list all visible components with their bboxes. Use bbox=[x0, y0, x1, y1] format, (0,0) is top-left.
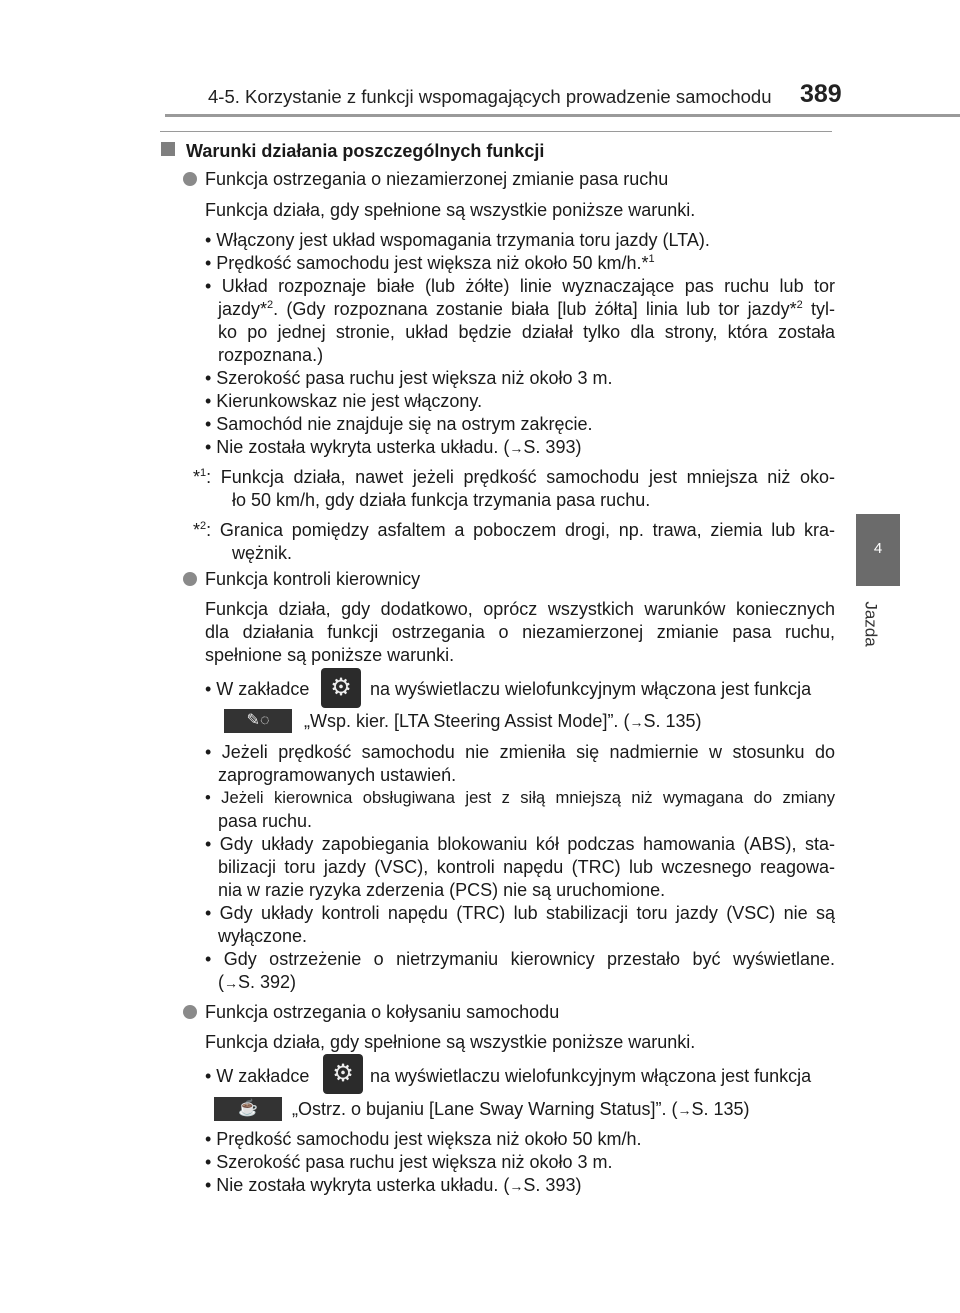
chapter-label: Jazda bbox=[861, 601, 881, 647]
section-heading: Warunki działania poszczególnych funkcji bbox=[186, 141, 545, 161]
bullet-dot-icon bbox=[183, 1005, 197, 1019]
coffee-cup-icon: ☕ bbox=[214, 1097, 282, 1121]
list-item: • Nie została wykryta usterka układu. (→S. 393) bbox=[205, 437, 582, 457]
list-item-cont: „Ostrz. o bujaniu [Lane Sway Warning Status]”. (→S. 135) bbox=[292, 1099, 750, 1119]
list-item: • Włączony jest układ wspomagania trzymania toru jazdy (LTA). bbox=[205, 230, 710, 250]
list-item-cont: zaprogramowanych ustawień. bbox=[218, 765, 457, 785]
subheading: Funkcja ostrzegania o niezamierzonej zmianie pasa ruchu bbox=[205, 169, 669, 189]
list-item: • Szerokość pasa ruchu jest większa niż około 3 m. bbox=[205, 1152, 613, 1172]
section-rule bbox=[160, 131, 832, 132]
list-item: • Prędkość samochodu jest większa niż około 50 km/h.*$^1$ bbox=[205, 253, 655, 273]
list-item-cont: wyłączone. bbox=[218, 926, 308, 946]
arrow-right-icon: → bbox=[677, 1102, 692, 1118]
arrow-right-icon: → bbox=[509, 440, 524, 456]
bullet-dot-icon bbox=[183, 172, 197, 186]
list-item: • Prędkość samochodu jest większa niż około 50 km/h. bbox=[205, 1129, 642, 1149]
header-rule bbox=[165, 114, 960, 117]
list-item-cont: rozpoznana.) bbox=[218, 345, 324, 365]
list-item-cont: nia w razie ryzyka zderzenia (PCS) nie są uruchomione. bbox=[218, 880, 666, 900]
list-item: • W zakładce bbox=[205, 679, 310, 699]
subheading: Funkcja ostrzegania o kołysaniu samochodu bbox=[205, 1002, 560, 1022]
arrow-right-icon: → bbox=[224, 975, 238, 991]
subheading: Funkcja kontroli kierownicy bbox=[205, 569, 421, 589]
list-item-cont: bilizacji toru jazdy (VSC), kontroli napędu (TRC) lub wczesnego reagowa- bbox=[218, 857, 835, 877]
list-item-cont: ko po jednej stronie, układ będzie działał tylko dla strony, która została bbox=[218, 322, 835, 342]
list-item-cont: jazdy*$^2$. (Gdy rozpoznana zostanie biała [lub żółta] linia lub tor jazdy*$^2$ tyl- bbox=[218, 299, 835, 319]
list-item: • Jeżeli prędkość samochodu nie zmieniła się nadmiernie w stosunku do bbox=[205, 742, 835, 762]
section-square-icon bbox=[161, 142, 175, 156]
footnote-cont: ło 50 km/h, gdy działa funkcja trzymania pasa ruchu. bbox=[232, 490, 651, 510]
running-header: 4-5. Korzystanie z funkcji wspomagających prowadzenie samochodu bbox=[208, 86, 772, 107]
list-item: • Kierunkowskaz nie jest włączony. bbox=[205, 391, 483, 411]
gear-icon: ⚙ bbox=[321, 668, 361, 708]
list-item: • Gdy układy kontroli napędu (TRC) lub stabilizacji toru jazdy (VSC) nie są bbox=[205, 903, 835, 923]
list-item-cont: na wyświetlaczu wielofunkcyjnym włączona jest funkcja bbox=[370, 1066, 812, 1086]
list-item: • Samochód nie znajduje się na ostrym zakręcie. bbox=[205, 414, 593, 434]
list-item-cont: na wyświetlaczu wielofunkcyjnym włączona jest funkcja bbox=[370, 679, 812, 699]
steering-assist-icon: ✎◌ bbox=[224, 709, 292, 733]
list-item: • Układ rozpoznaje białe (lub żółte) linie wyznaczające pas ruchu lub tor bbox=[205, 276, 835, 296]
paragraph-line: Funkcja działa, gdy spełnione są wszystkie poniższe warunki. bbox=[205, 1032, 696, 1052]
list-item-cont: pasa ruchu. bbox=[218, 811, 313, 831]
paragraph-line: Funkcja działa, gdy spełnione są wszystkie poniższe warunki. bbox=[205, 200, 696, 220]
list-item-cont: „Wsp. kier. [LTA Steering Assist Mode]”. (→S. 135) bbox=[304, 711, 702, 731]
list-item: • Gdy układy zapobiegania blokowaniu kół podczas hamowania (ABS), sta- bbox=[205, 834, 835, 854]
list-item: • Gdy ostrzeżenie o nietrzymaniu kierownicy przestało być wyświetlane. bbox=[205, 949, 835, 969]
footnote: *$^1$: Funkcja działa, nawet jeżeli prędkość samochodu jest mniejsza niż oko- bbox=[193, 467, 835, 487]
bullet-dot-icon bbox=[183, 572, 197, 586]
arrow-right-icon: → bbox=[509, 1178, 524, 1194]
footnote: *$^2$: Granica pomiędzy asfaltem a poboczem drogi, np. trawa, ziemia lub kra- bbox=[193, 520, 835, 540]
paragraph-line: dla działania funkcji ostrzegania o niezamierzonej zmianie pasa ruchu, bbox=[205, 622, 835, 642]
list-item: • Szerokość pasa ruchu jest większa niż około 3 m. bbox=[205, 368, 613, 388]
list-item: • Nie została wykryta usterka układu. (→S. 393) bbox=[205, 1175, 582, 1195]
arrow-right-icon: → bbox=[629, 714, 644, 730]
chapter-tab bbox=[856, 514, 900, 586]
list-item-cont: (→S. 392) bbox=[218, 972, 297, 992]
page-number: 389 bbox=[800, 80, 842, 108]
paragraph-line: Funkcja działa, gdy dodatkowo, oprócz wszystkich warunków koniecznych bbox=[205, 599, 835, 619]
list-item: • Jeżeli kierownica obsługiwana jest z siłą mniejszą niż wymagana do zmiany bbox=[205, 788, 835, 807]
chapter-number: 4 bbox=[873, 540, 883, 557]
gear-icon: ⚙ bbox=[323, 1054, 363, 1094]
footnote-cont: wężnik. bbox=[232, 543, 293, 563]
list-item: • W zakładce bbox=[205, 1066, 310, 1086]
paragraph-line: spełnione są poniższe warunki. bbox=[205, 645, 455, 665]
